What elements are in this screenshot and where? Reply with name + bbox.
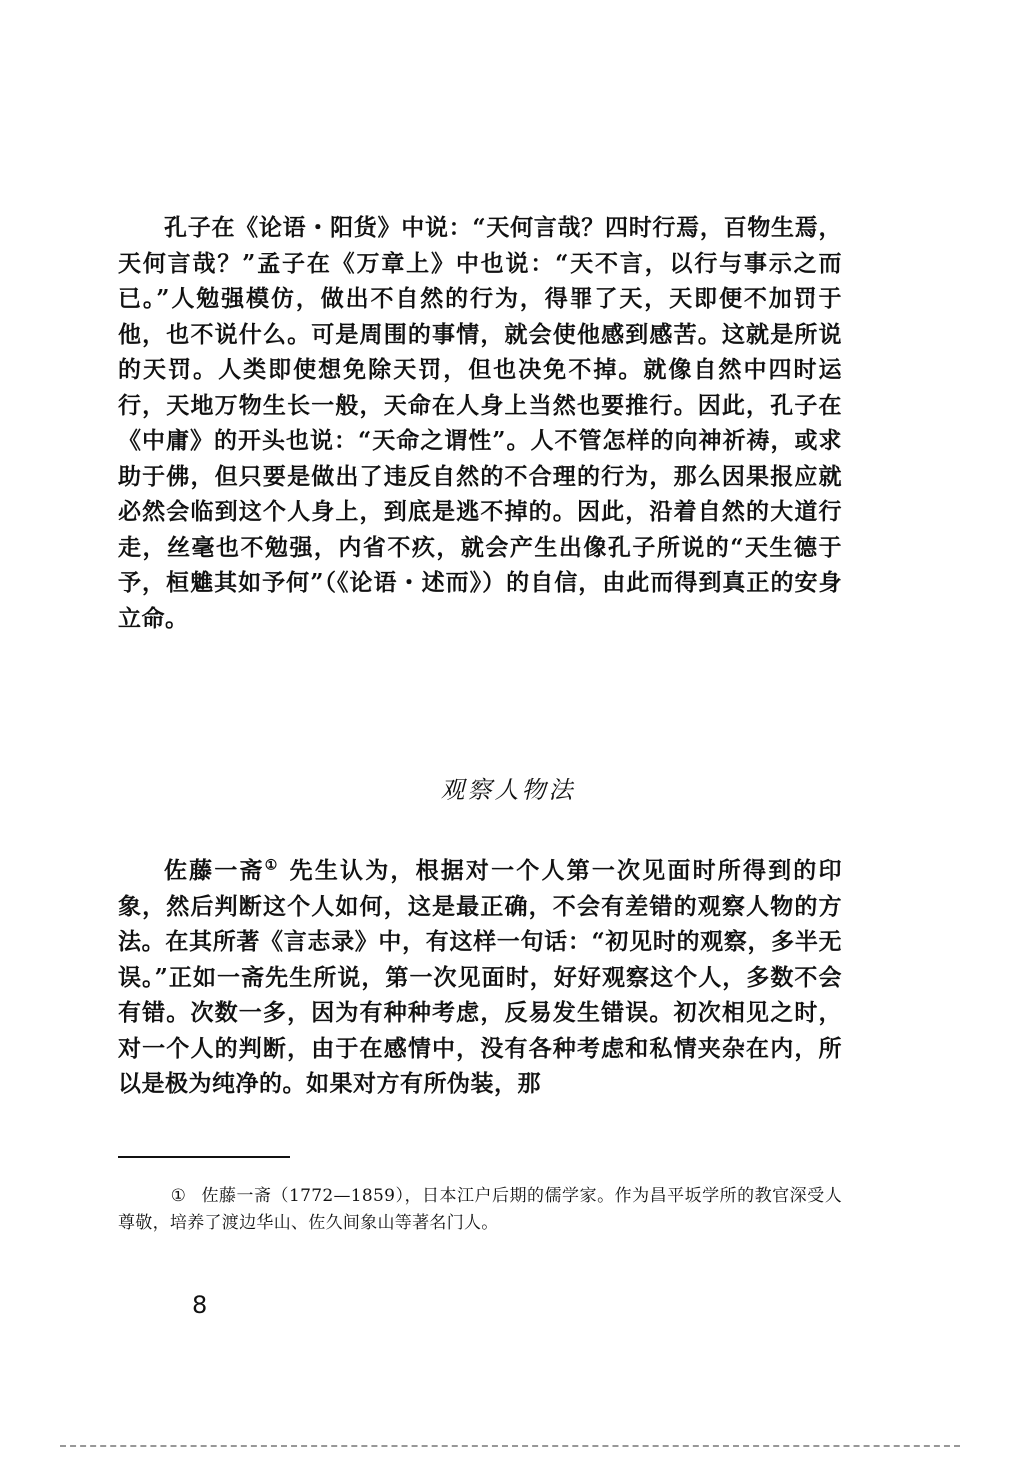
body-paragraph-2 bbox=[118, 853, 842, 1102]
footnote-marker: ① bbox=[170, 1186, 187, 1206]
paragraph-text: 孔子在《论语・阳货》中说：“天何言哉？四时行焉，百物生焉，天何言哉？”孟子在《万章上》中也说：“天不言，以行与事示之而已。”人勉强模仿，做出不自然的行为，得罪了天，天即便不加罚于他，也不说什么。可是周围的事情，就会使他感到感苦。这就是所说的天罚。人类即使想免除天罚，但也决免不掉。就像自然中四时运行，天地万物生长一般，天命在人身上当然也要推行。因此，孔子在《中庸》的开头也说：“天命之谓性”。人不管怎样的向神祈祷，或求助于佛，但只要是做出了违反自然的不合理的行为，那么因果报应就必然会临到这个人身上，到底是逃不掉的。因此，沿着自然的大道行走，丝毫也不勉强，内省不疚，就会产生出像孔子所说的“天生德于予，桓魋其如予何”（《论语・述而》）的自信，由此而得到真正的安身立命。 bbox=[118, 214, 842, 632]
body-paragraph-1 bbox=[118, 210, 842, 636]
scan-edge-artifact bbox=[60, 1445, 960, 1447]
paragraph-lead-name: 佐藤一斋 bbox=[164, 857, 265, 884]
footnote bbox=[118, 1183, 842, 1237]
section-heading: 观察人物法 bbox=[440, 776, 576, 804]
paragraph-continuation: 先生认为，根据对一个人第一次见面时所得到的印象，然后判断这个人如何，这是最正确，不会有差错的观察人物的方法。在其所著《言志录》中，有这样一句话：“初见时的观察，多半无误。”正如一斋先生所说，第一次见面时，好好观察这个人，多数不会有错。次数一多，因为有种种考虑，反易发生错误。初次相见之时，对一个人的判断，由于在感情中，没有各种考虑和私情夹杂在内，所以是极为纯净的。如果对方有所伪装，那 bbox=[118, 857, 842, 1097]
footnote-separator bbox=[118, 1156, 290, 1158]
page-number: 8 bbox=[192, 1291, 208, 1319]
footnote-reference[interactable]: ① bbox=[264, 857, 280, 874]
paragraph-text bbox=[118, 853, 842, 1102]
footnote-text: 佐藤一斋（1772—1859），日本江户后期的儒学家。作为昌平坂学所的教官深受人尊敬，培养了渡边华山、佐久间象山等著名门人。 bbox=[118, 1186, 842, 1233]
